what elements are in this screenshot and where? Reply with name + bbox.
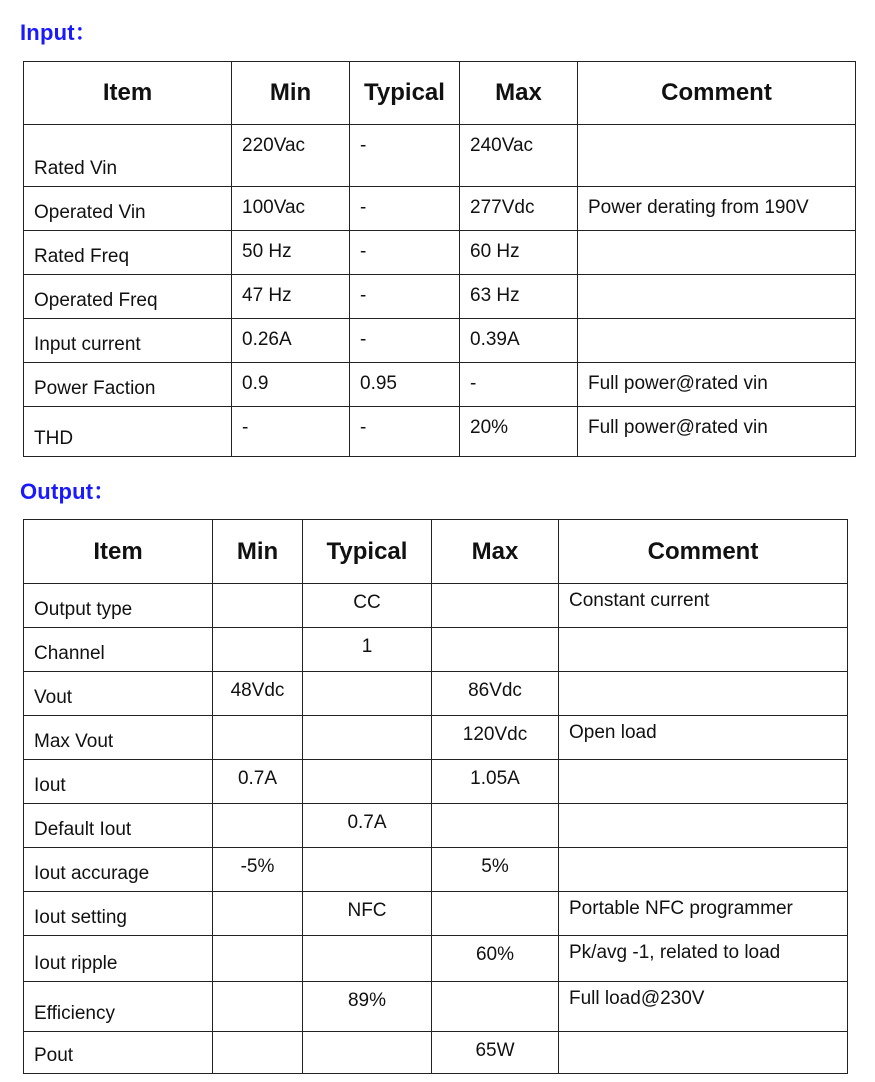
table-row [24,672,848,716]
min-cell [213,1032,303,1074]
max-cell: 5% [432,848,559,892]
min-cell [213,628,303,672]
table-row [24,407,856,457]
table-row [24,760,848,804]
typical-cell: NFC [303,892,432,936]
table-row [24,892,848,936]
table-row [24,936,848,982]
output-header-row [24,520,848,584]
table-row [24,319,856,363]
min-cell: 0.26A [232,319,350,363]
item-cell: Vout [24,672,213,716]
max-cell: 65W [432,1032,559,1074]
max-cell: 60% [432,936,559,982]
column-header-comment: Comment [559,520,848,584]
comment-cell [559,760,848,804]
comment-cell [559,672,848,716]
typical-cell: - [350,319,460,363]
input-section-title: Input： [20,20,97,45]
comment-cell: Full load@230V [559,982,848,1032]
min-cell: 47 Hz [232,275,350,319]
table-row [24,363,856,407]
item-cell: Channel [24,628,213,672]
min-cell: -5% [213,848,303,892]
table-row [24,231,856,275]
item-cell: Efficiency [24,982,213,1032]
table-row [24,716,848,760]
table-row [24,982,848,1032]
item-cell: Iout accurage [24,848,213,892]
column-header-max: Max [432,520,559,584]
typical-cell: 1 [303,628,432,672]
max-cell: 120Vdc [432,716,559,760]
comment-cell [559,848,848,892]
comment-cell [578,231,856,275]
typical-cell: 0.95 [350,363,460,407]
input-spec-table [23,61,856,457]
typical-cell [303,672,432,716]
comment-cell [578,125,856,187]
comment-cell [559,1032,848,1074]
max-cell: - [460,363,578,407]
comment-cell: Constant current [559,584,848,628]
table-row [24,804,848,848]
typical-cell [303,1032,432,1074]
table-row [24,628,848,672]
max-cell: 240Vac [460,125,578,187]
max-cell [432,892,559,936]
column-header-item: Item [24,520,213,584]
table-row [24,848,848,892]
table-row [24,275,856,319]
comment-cell: Power derating from 190V [578,187,856,231]
min-cell [213,936,303,982]
min-cell [213,716,303,760]
max-cell: 277Vdc [460,187,578,231]
column-header-min: Min [232,62,350,125]
item-cell: Operated Vin [24,187,232,231]
column-header-typical: Typical [303,520,432,584]
min-cell: 220Vac [232,125,350,187]
item-cell: Iout setting [24,892,213,936]
comment-cell [578,319,856,363]
item-cell: Pout [24,1032,213,1074]
item-cell: Operated Freq [24,275,232,319]
typical-cell [303,716,432,760]
typical-cell: CC [303,584,432,628]
input-header-row [24,62,856,125]
min-cell: 0.9 [232,363,350,407]
item-cell: Iout [24,760,213,804]
typical-cell [303,936,432,982]
typical-cell [303,848,432,892]
item-cell: Max Vout [24,716,213,760]
item-cell: Iout ripple [24,936,213,982]
item-cell: Rated Vin [24,125,232,187]
max-cell [432,804,559,848]
min-cell [213,892,303,936]
item-cell: Output type [24,584,213,628]
item-cell: THD [24,407,232,457]
max-cell: 0.39A [460,319,578,363]
typical-cell: - [350,407,460,457]
comment-cell [559,628,848,672]
typical-cell: 89% [303,982,432,1032]
comment-cell: Pk/avg -1, related to load [559,936,848,982]
table-row [24,584,848,628]
column-header-max: Max [460,62,578,125]
min-cell [213,584,303,628]
typical-cell: - [350,231,460,275]
typical-cell: 0.7A [303,804,432,848]
max-cell: 60 Hz [460,231,578,275]
min-cell: 100Vac [232,187,350,231]
column-header-comment: Comment [578,62,856,125]
comment-cell: Full power@rated vin [578,363,856,407]
table-row [24,187,856,231]
min-cell [213,982,303,1032]
comment-cell: Full power@rated vin [578,407,856,457]
min-cell: 48Vdc [213,672,303,716]
comment-cell: Portable NFC programmer [559,892,848,936]
typical-cell: - [350,275,460,319]
output-spec-table [23,519,848,1074]
item-cell: Power Faction [24,363,232,407]
typical-cell: - [350,125,460,187]
min-cell: 0.7A [213,760,303,804]
max-cell: 63 Hz [460,275,578,319]
max-cell: 1.05A [432,760,559,804]
min-cell: - [232,407,350,457]
table-row [24,125,856,187]
column-header-min: Min [213,520,303,584]
table-row [24,1032,848,1074]
max-cell [432,628,559,672]
item-cell: Rated Freq [24,231,232,275]
max-cell [432,982,559,1032]
item-cell: Default Iout [24,804,213,848]
max-cell [432,584,559,628]
min-cell [213,804,303,848]
output-section-title: Output： [20,479,116,504]
max-cell: 20% [460,407,578,457]
typical-cell: - [350,187,460,231]
column-header-typical: Typical [350,62,460,125]
comment-cell: Open load [559,716,848,760]
min-cell: 50 Hz [232,231,350,275]
comment-cell [578,275,856,319]
comment-cell [559,804,848,848]
typical-cell [303,760,432,804]
column-header-item: Item [24,62,232,125]
item-cell: Input current [24,319,232,363]
max-cell: 86Vdc [432,672,559,716]
